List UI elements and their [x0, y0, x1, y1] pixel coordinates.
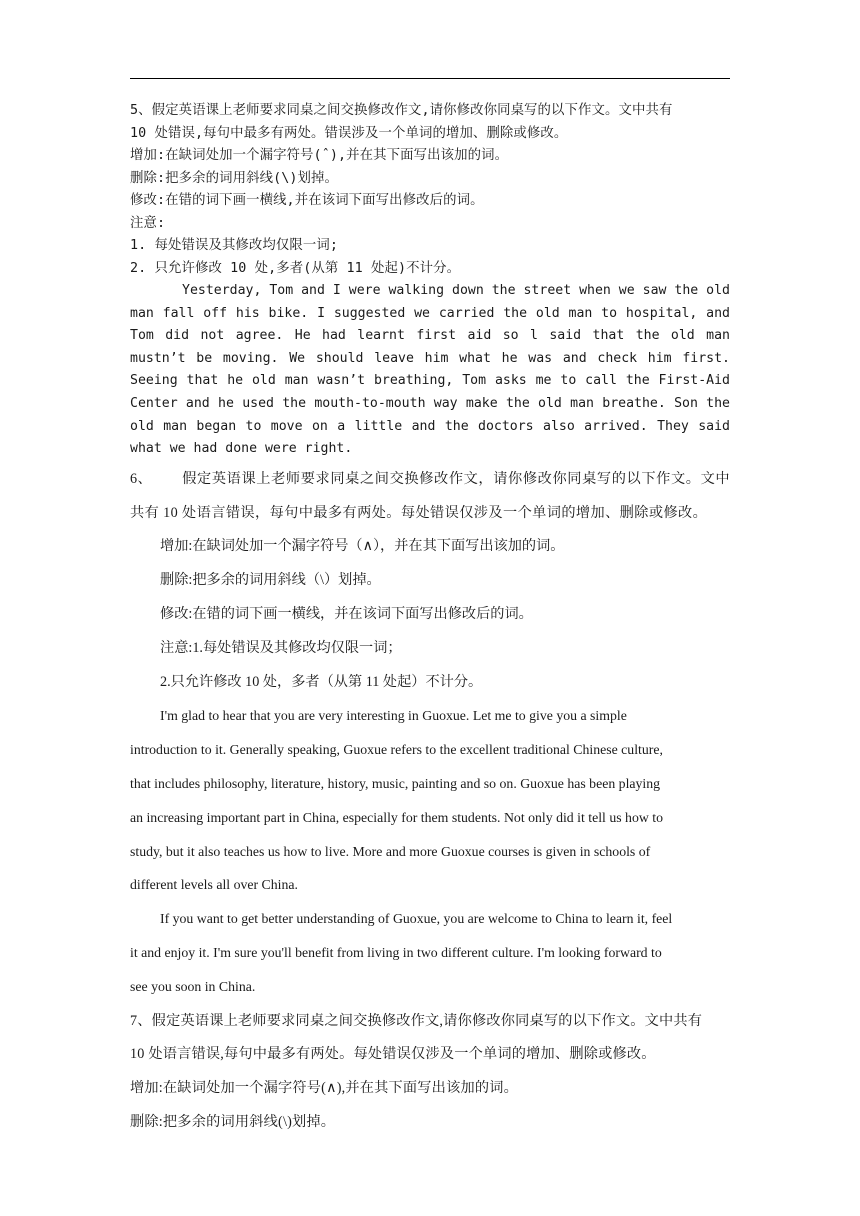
q5-delete-rule: 删除:把多余的词用斜线(\)划掉。 — [130, 170, 339, 186]
q7-intro-line-2: 10 处语言错误,每句中最多有两处。每处错误仅涉及一个单词的增加、删除或修改。 — [130, 1046, 656, 1063]
q6-intro-text: 假定英语课上老师要求同桌之间交换修改作文，请你修改你同桌写的以下作文。文中共有 10 处语言错误，每句中最多有两处。每处错误仅涉及一个单词的增加、删除或修改。 — [130, 470, 730, 521]
document-body — [130, 100, 730, 1140]
essay-line: it and enjoy it. I'm sure you'll benefit from living in two different culture. I'm looking forward to — [130, 944, 662, 960]
q6-essay-paragraph-2 — [130, 902, 730, 1003]
q5-modify-rule: 修改:在错的词下画一横线,并在该词下面写出修改后的词。 — [130, 193, 484, 208]
essay-line: an increasing important part in China, especially for them students. Not only did it tell us how to — [130, 809, 663, 825]
q6-essay-paragraph-1 — [130, 699, 730, 902]
q5-essay: Yesterday, Tom and I were walking down the street when we saw the old man fall off his bike. I suggested we carried the old man to hospital, and Tom did not agree. He had learnt first aid so l said that the old man mustn’t be moving. We should leave him what he was and check him first. Seeing that he old man wasn’t breathing, Tom asks me to call the First-Aid Center and he used the mouth-to-mouth way make the old man breathe. Son the old man began to move on a little and the doctors also arrived. They said what we had done were right. — [130, 283, 730, 457]
header-rule — [130, 78, 730, 79]
essay-line: different levels all over China. — [130, 877, 298, 893]
question-5 — [130, 100, 730, 461]
essay-line: I'm glad to hear that you are very interesting in Guoxue. Let me to give you a simple — [160, 708, 627, 724]
essay-line: see you soon in China. — [130, 978, 256, 994]
q7-add-rule: 增加:在缺词处加一个漏字符号(∧),并在其下面写出该加的词。 — [130, 1080, 519, 1097]
essay-line: introduction to it. Generally speaking, Guoxue refers to the excellent traditional Chinese culture, — [130, 742, 663, 758]
question-6 — [130, 463, 730, 1004]
q5-intro-line-1: 5、假定英语课上老师要求同桌之间交换修改作文,请你修改你同桌写的以下作文。文中共有 — [130, 103, 673, 118]
q6-intro — [130, 463, 730, 531]
q6-number: 6、 — [130, 470, 153, 487]
q6-modify-rule: 修改:在错的词下画一横线，并在该词下面写出修改后的词。 — [160, 605, 533, 622]
q6-delete-rule: 删除:把多余的词用斜线（\）划掉。 — [160, 572, 381, 589]
q7-intro-line-1: 7、假定英语课上老师要求同桌之间交换修改作文,请你修改你同桌写的以下作文。文中共有 — [130, 1012, 703, 1029]
essay-line: If you want to get better understanding of Guoxue, you are welcome to China to learn it, feel — [160, 911, 673, 927]
q6-add-rule: 增加:在缺词处加一个漏字符号（∧），并在其下面写出该加的词。 — [160, 538, 565, 555]
essay-line: that includes philosophy, literature, history, music, painting and so on. Guoxue has been playing — [130, 775, 661, 791]
q5-note-2: 2. 只允许修改 10 处,多者(从第 11 处起)不计分。 — [130, 260, 461, 276]
q6-note-2: 2.只允许修改 10 处，多者（从第 11 处起）不计分。 — [160, 673, 483, 690]
q5-note-1: 1. 每处错误及其修改均仅限一词; — [130, 238, 339, 253]
essay-line: study, but it also teaches us how to live. More and more Guoxue courses is given in schools of — [130, 843, 651, 859]
q5-intro-line-2: 10 处错误,每句中最多有两处。错误涉及一个单词的增加、删除或修改。 — [130, 125, 568, 141]
q5-add-rule: 增加:在缺词处加一个漏字符号(ˆ),并在其下面写出该加的词。 — [130, 148, 509, 163]
question-7 — [130, 1005, 730, 1140]
q5-note-label: 注意: — [130, 215, 166, 231]
q7-delete-rule: 删除:把多余的词用斜线(\)划掉。 — [130, 1113, 336, 1130]
q6-note-1: 注意:1.每处错误及其修改均仅限一词； — [160, 639, 402, 656]
